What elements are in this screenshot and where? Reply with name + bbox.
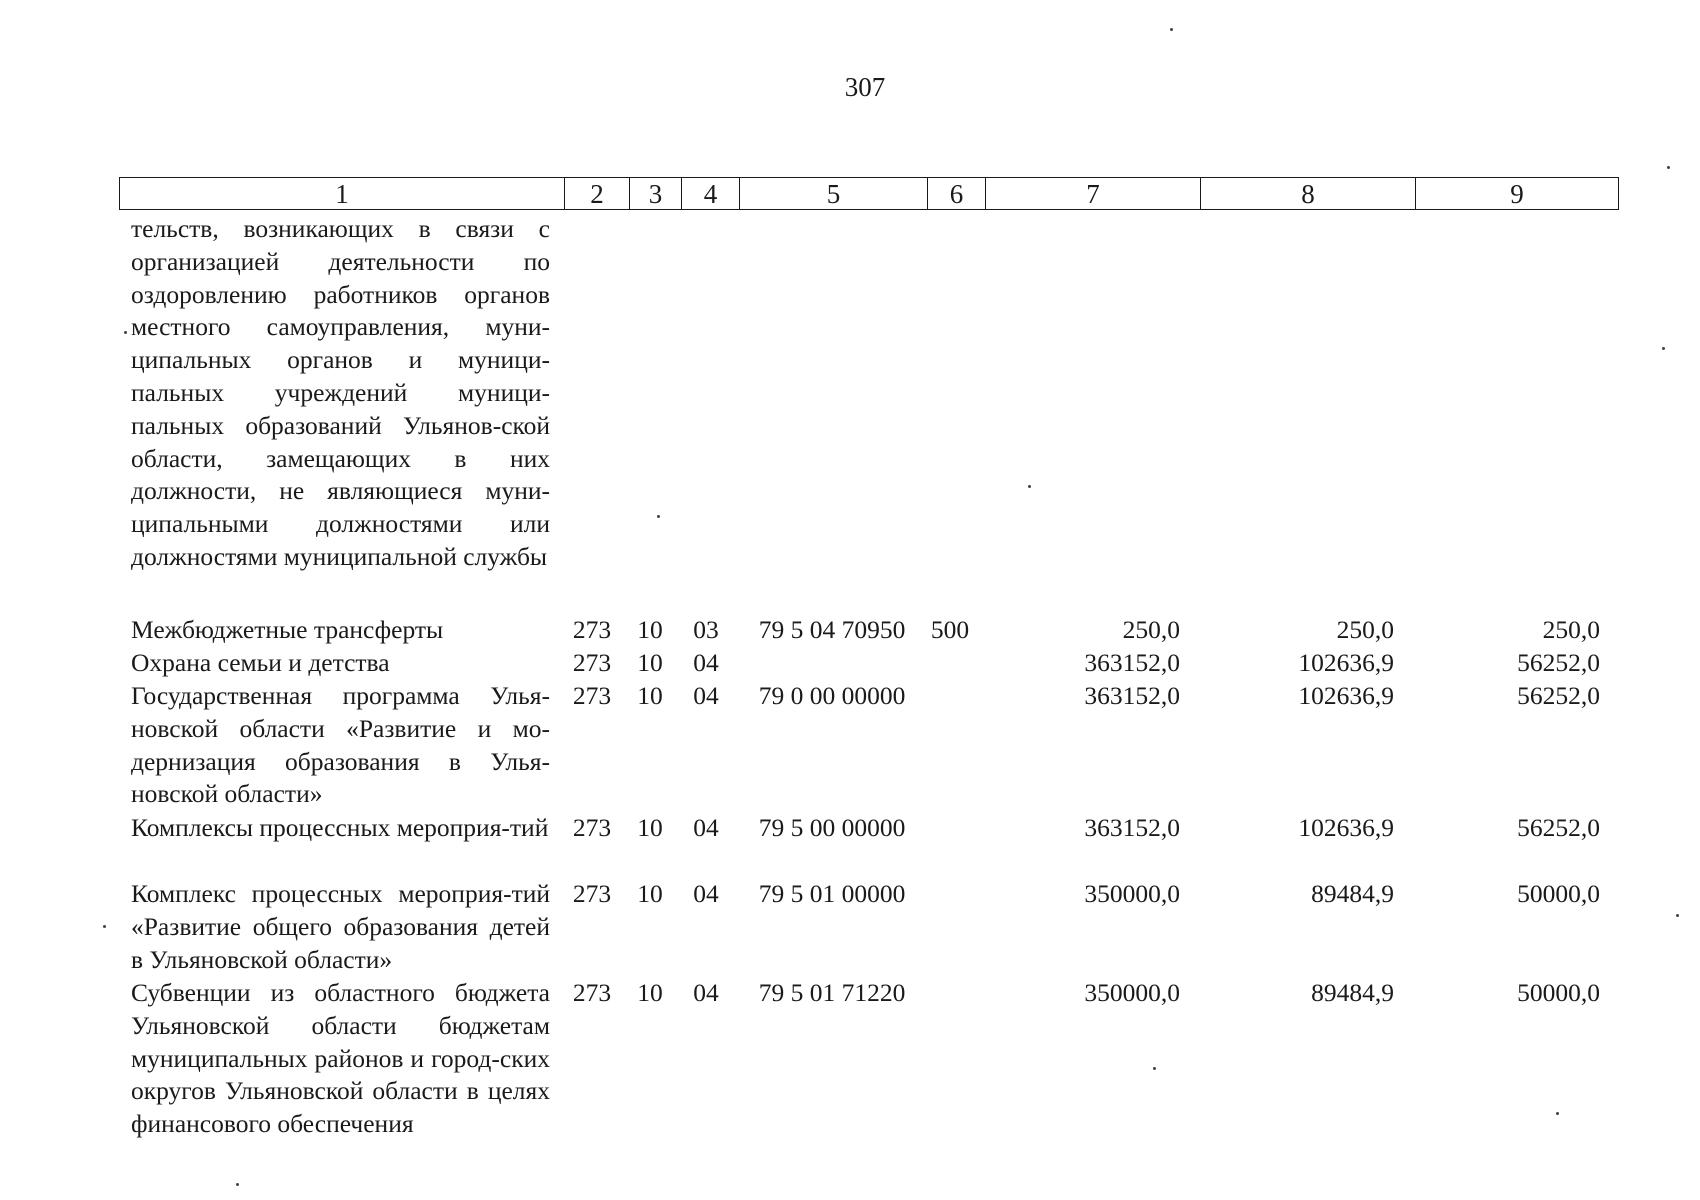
row-cell-col6: 500 <box>930 615 970 644</box>
header-col-4: 4 <box>682 178 740 210</box>
row-cell-col3: 10 <box>637 879 663 908</box>
row-name: Комплекс процессных мероприя-тий «Развитие общего образования детей в Ульяновской области» <box>131 879 550 974</box>
row-cell-col5: 79 5 04 70950 <box>758 615 906 644</box>
continuation-text: тельств, возникающих в связи с организацией деятельности по оздоровлению работников органов местного самоуправления, муни-ципальных органов и муници-пальных учреждений муници-пальных образований Ульянов-ской области, замещающих в них должности, не являющиеся муни-ципальными должностями или должностями муниципальной службы <box>131 214 550 571</box>
row-cell-col8: 102636,9 <box>1298 681 1394 710</box>
scan-speck <box>1556 1112 1559 1115</box>
row-cell-col8: 102636,9 <box>1298 813 1394 842</box>
row-cell-col5: 79 5 00 00000 <box>758 813 906 842</box>
header-col-7: 7 <box>986 178 1201 210</box>
scan-speck <box>1153 1067 1156 1070</box>
scan-speck <box>657 515 660 518</box>
row-cell-col7: 363152,0 <box>1084 648 1180 677</box>
page-number: 307 <box>844 72 886 102</box>
row-cell-col4: 04 <box>693 681 719 710</box>
scan-speck <box>1662 347 1665 350</box>
row-name: Государственная программа Улья-новской области «Развитие и мо-дернизация образования в Улья-новской области» <box>131 681 550 809</box>
scan-speck <box>1667 166 1670 169</box>
row-cell-col7: 350000,0 <box>1084 879 1180 908</box>
row-cell-col2: 273 <box>572 813 612 842</box>
row-cell-col8: 102636,9 <box>1298 648 1394 677</box>
row-cell-col9: 56252,0 <box>1517 681 1600 710</box>
row-cell-col5: 79 5 01 00000 <box>758 879 906 908</box>
row-cell-col8: 89484,9 <box>1311 879 1394 908</box>
row-cell-col4: 04 <box>693 813 719 842</box>
row-cell-col8: 89484,9 <box>1311 978 1394 1007</box>
row-cell-col3: 10 <box>637 978 663 1007</box>
header-col-8: 8 <box>1201 178 1416 210</box>
scan-speck <box>124 331 127 334</box>
row-cell-col4: 04 <box>693 648 719 677</box>
row-name: Охрана семьи и детства <box>131 648 390 677</box>
row-cell-col9: 56252,0 <box>1517 813 1600 842</box>
header-col-2: 2 <box>565 178 630 210</box>
header-col-6: 6 <box>928 178 986 210</box>
row-cell-col2: 273 <box>572 978 612 1007</box>
row-name: Комплексы процессных мероприя-тий <box>131 813 549 842</box>
header-row <box>120 178 1619 210</box>
header-col-9: 9 <box>1416 178 1619 210</box>
row-cell-col9: 56252,0 <box>1517 648 1600 677</box>
scan-speck <box>1028 485 1031 488</box>
row-cell-col5: 79 5 01 71220 <box>758 978 906 1007</box>
row-cell-col7: 250,0 <box>1122 615 1180 644</box>
row-cell-col2: 273 <box>572 879 612 908</box>
row-cell-col3: 10 <box>637 681 663 710</box>
row-cell-col2: 273 <box>572 681 612 710</box>
scan-speck <box>236 1183 239 1186</box>
row-cell-col7: 363152,0 <box>1084 813 1180 842</box>
row-cell-col2: 273 <box>572 648 612 677</box>
row-cell-col7: 363152,0 <box>1084 681 1180 710</box>
row-cell-col8: 250,0 <box>1336 615 1394 644</box>
row-cell-col9: 250,0 <box>1542 615 1600 644</box>
row-cell-col4: 04 <box>693 879 719 908</box>
row-cell-col3: 10 <box>637 813 663 842</box>
header-col-5: 5 <box>740 178 928 210</box>
row-cell-col2: 273 <box>572 615 612 644</box>
row-cell-col4: 03 <box>693 615 719 644</box>
row-name: Субвенции из областного бюджета Ульяновской области бюджетам муниципальных районов и город-ских округов Ульяновской области в целях финансового обеспечения <box>131 978 550 1139</box>
scan-speck <box>103 925 106 928</box>
row-cell-col3: 10 <box>637 615 663 644</box>
row-cell-col9: 50000,0 <box>1517 978 1600 1007</box>
header-col-3: 3 <box>630 178 682 210</box>
row-cell-col5: 79 0 00 00000 <box>758 681 906 710</box>
row-cell-col7: 350000,0 <box>1084 978 1180 1007</box>
row-cell-col3: 10 <box>637 648 663 677</box>
scan-speck <box>1676 914 1679 917</box>
row-cell-col4: 04 <box>693 978 719 1007</box>
row-name: Межбюджетные трансферты <box>131 615 444 644</box>
header-col-1: 1 <box>120 178 565 210</box>
column-header-table <box>119 177 1619 210</box>
row-cell-col9: 50000,0 <box>1517 879 1600 908</box>
scan-speck <box>1170 28 1173 31</box>
